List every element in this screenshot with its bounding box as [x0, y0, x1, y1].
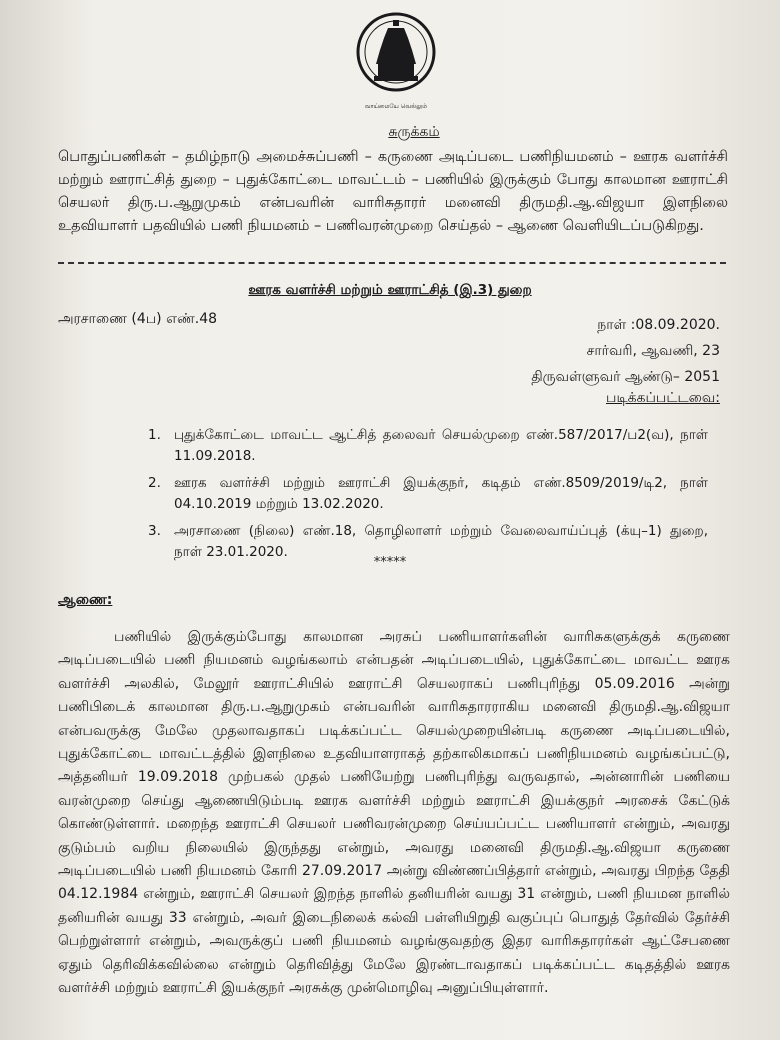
- reference-list: [148, 425, 708, 569]
- date-block: [440, 312, 720, 390]
- thiruvalluvar-year-line: திருவள்ளுவர் ஆண்டு– 2051: [531, 369, 720, 385]
- reference-text: ஊரக வளர்ச்சி மற்றும் ஊராட்சி இயக்குநர், கடிதம் எண்.8509/2019/டி2, நாள் 04.10.2019 மற்றும் 13.02.2020.: [174, 475, 708, 512]
- date-line: நாள் :08.09.2020.: [597, 317, 720, 333]
- reference-text: அரசாணை (நிலை) எண்.18, தொழிலாளர் மற்றும் வேலைவாய்ப்புத் (க்யு–1) துறை, நாள் 23.01.2020.: [174, 523, 708, 560]
- order-label: ஆணை:: [58, 592, 113, 608]
- tamil-date-line: சார்வரி, ஆவணி, 23: [586, 343, 720, 359]
- department-title: ஊரக வளர்ச்சி மற்றும் ஊராட்சித் (இ.3) துறை: [248, 282, 532, 298]
- reference-item: [148, 473, 708, 515]
- reference-number: 1.: [148, 427, 161, 443]
- go-number: அரசாணை (4ப) எண்.48: [58, 311, 218, 327]
- tamil-nadu-emblem-icon: [354, 8, 438, 112]
- reference-number: 3.: [148, 523, 161, 539]
- divider: [58, 262, 726, 264]
- summary-title: சுருக்கம்: [388, 124, 440, 140]
- reference-text: புதுக்கோட்டை மாவட்ட ஆட்சித் தலைவர் செயல்முறை எண்.587/2017/ப2(வ), நாள் 11.09.2018.: [174, 427, 708, 464]
- svg-text:வாய்மையே வெல்லும்: வாய்மையே வெல்லும்: [364, 103, 428, 110]
- reference-item: [148, 425, 708, 467]
- order-body: [58, 626, 730, 1001]
- reference-number: 2.: [148, 475, 161, 491]
- read-label: படிக்கப்பட்டவை:: [606, 390, 720, 406]
- summary-text: பொதுப்பணிகள் – தமிழ்நாடு அமைச்சுப்பணி – கருணை அடிப்படை பணிநியமனம் – ஊரக வளர்ச்சி மற்றும் ஊராட்சித் துறை – புதுக்கோட்டை மாவட்டம் – பணியில் இருக்கும் போது காலமான ஊராட்சி செயலர் திரு.ப.ஆறுமுகம் என்பவரின் வாரிசுதாரர் மனைவி திருமதி.ஆ.விஜயா இளநிலை உதவியாளர் பதவியில் பணி நியமனம் – பணிவரன்முறை செய்தல் – ஆணை வெளியிடப்படுகிறது.: [58, 149, 728, 234]
- order-paragraph: பணியில் இருக்கும்போது காலமான அரசுப் பணியாளர்களின் வாரிசுகளுக்குக் கருணை அடிப்படையில் பணி நியமனம் வழங்கலாம் என்பதன் அடிப்படையில், புதுக்கோட்டை மாவட்ட ஊரக வளர்ச்சி அலகில், மேலூர் ஊராட்சியில் ஊராட்சி செயலராகப் பணிபுரிந்து 05.09.2016 அன்று பணிபிடைக் காலமான திரு.ப.ஆறுமுகம் என்பவரின் வாரிசுதாரராகிய மனைவி திருமதி.ஆ.விஜயா என்பவருக்கு மேலே முதலாவதாகப் படிக்கப்பட்ட செயல்முறையின்படி கருணை அடிப்படையில், புதுக்கோட்டை மாவட்டத்தில் இளநிலை உதவியாளராகத் தற்காலிகமாகப் பணிநியமனம் வழங்கப்பட்டு, அத்தனியர் 19.09.2018 முற்பகல் முதல் பணியேற்று பணிபுரிந்து வருவதால், அன்னாரின் பணியை வரன்முறை செய்து ஆணையிடும்படி ஊரக வளர்ச்சி மற்றும் ஊராட்சி இயக்குநர் அரசைக் கேட்டுக் கொண்டுள்ளார். மறைந்த ஊராட்சி செயலர் பணிவரன்முறை செய்யப்பட்ட பணியாளர் என்றும், அவரது குடும்பம் வறிய நிலையில் இருந்தது என்றும், அவரது மனைவி திருமதி.ஆ.விஜயா கருணை அடிப்படையில் பணி நியமனம் கோரி 27.09.2017 அன்று விண்ணப்பித்தார் என்றும், அவரது பிறந்த தேதி 04.12.1984 என்றும், ஊராட்சி செயலர் இறந்த நாளில் தனியரின் வயது 31 என்றும், பணி நியமன நாளில் தனியரின் வயது 33 என்றும், அவர் இடைநிலைக் கல்வி பள்ளியிறுதி வகுப்புப் பொதுத் தேர்வில் தேர்ச்சி பெற்றுள்ளார் என்றும், அவருக்குப் பணி நியமனம் வழங்குவதற்கு இதர வாரிசுதாரர்கள் ஆட்சேபணை ஏதும் தெரிவிக்கவில்லை என்றும் தெரிவித்து மேலே இரண்டாவதாகப் படிக்கப்பட்ட கடிதத்தில் ஊரக வளர்ச்சி மற்றும் ஊராட்சி இயக்குநர் அரசுக்கு முன்மொழிவு அனுப்பியுள்ளார்.: [58, 629, 730, 997]
- separator-stars: *****: [373, 555, 407, 570]
